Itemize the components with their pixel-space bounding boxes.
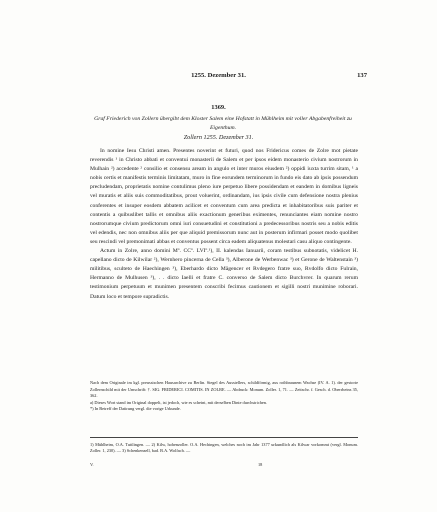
dateline: Zollern 1255. Dezember 31. bbox=[183, 134, 254, 141]
footnote-divider bbox=[90, 437, 358, 438]
apparatus-source-note: Nach dem Originale im kgl. preussischen Hausarchive zu Berlin. Siegel des Ausstellers, schildförmig, aus rothbraunem Wachse (IV. A. 1). der gestorte Zollernschild mit der Umschrift: †. SIG. FRIDERICI. COMITIS. IN ZOLRE. — Abdruck: Monum. Zoller. 1, 71. — Zeitschr. f. Gesch. d. Oberrheins 35, 362. bbox=[90, 380, 358, 399]
running-header-title: 1255. Dezember 31. bbox=[191, 72, 246, 79]
footnotes bbox=[90, 442, 358, 455]
footnote-text: 1) Mühlheim, O.A. Tuttlingen. — 2) Kilw, hohenzoller. O.A. Hechingen, welches noch im Jahr 1377 urkundlich als Kilwar vorkommt (vergl. Monum. Zoller. 1, 230). — 3) Schenkenzell, bad. B.A. Wolfach. — bbox=[90, 442, 358, 454]
regest-summary: Graf Friederich von Zollern übergibt dem Kloster Salem eine Hofstatt in Mühlheim mit voller Abgabenfreiheit zu Eigenthum. bbox=[94, 116, 352, 131]
running-header bbox=[0, 72, 437, 82]
signature-line bbox=[90, 462, 358, 470]
apparatus-note-a: a) Dieses Wort stand im Original doppelt, ist jedoch, wie es scheint, mit derselben Dinte durchstrichen. bbox=[90, 399, 268, 405]
volume-mark: V. bbox=[90, 462, 94, 467]
critical-apparatus bbox=[90, 380, 358, 413]
sheet-number: 18 bbox=[258, 462, 263, 467]
charter-paragraph-2: Actum in Zolre, anno domini Mº. CCº. LVIº.¹), II. kalendas Ianuarii, coram testibus subnotatis, videlicet H. capellano dicto de Kilwilar ²), Wernhero pincerna de Cella ³), Alberone de Werbenwac ³) et Gerone de Waltenstain ³) militibus, sculteto de Haechingen ³), Eberhardo dicto Mägencer et Rvdegero fratre suo, Rvdolfo dicto Fulrain, Hermanno de Mulhusen ³), . . dicto Iaelli et fratre C. converso de Salem dicto Burchvrer. In quarum rerum testimonium perpetuum et munimen presentem conscribi fecimus cautionem et sigilli nostri munimine roborari. Datum loco et tempore supradictis. bbox=[90, 248, 358, 300]
apparatus-note-star: *) In Betreff der Datirung vergl. die vorige Urkunde. bbox=[90, 406, 181, 412]
charter-text bbox=[90, 147, 358, 302]
charter-paragraph-1: In nomine Iesu Christi amen. Presentes noverint et futuri, quod nos Fridericus comes de Zolre mot pietate reverendis ¹ in Christo abbati et conventui monasterii de Salem et per ipsos eidem monasterio civium nostrorum in Mulhain ²) accedente ² consilio et consensu aream in angulo et inter muros eiusdem ²) oppidi iuxta turrim sitam, ¹ a nobis certis et manifestis terminis limitatam, muro in fine eorundem terminorum in fundo eis dato ab ipsis possendum precludendam, proprietatis nomine contulimus pleno iure perpetuo libere possidendam et eandem in domibus ligneis vel muratis et aliis suis commoditatibus, prout voluerint, ordinandam, ius ipsis civile cum defensione nostra plenius conferentes et insuper eosdem abbatem acilicet et conventum cum area predicta et inhabitatoribus suis pariter et contentis a quibuslibet tallis et omnibus aliis exactionum generibus eximentes, renunciantes eiam nomine nostro nostrorumque civium predictorum omni iuri consuetudini et constitutioni a predecessoribus nostris seu a nobis editis vel edendis, nec non omnibus aliis per que aliquid premissorum nunc aut in posterum infirmari posset modo quolibet seu rescindi vel premonimati abbas et conventus possent circa eadem aliquatenus molestari casu aliquo contingente. bbox=[90, 148, 358, 245]
document-number: 1369. bbox=[211, 104, 226, 111]
page-number: 137 bbox=[357, 72, 367, 79]
